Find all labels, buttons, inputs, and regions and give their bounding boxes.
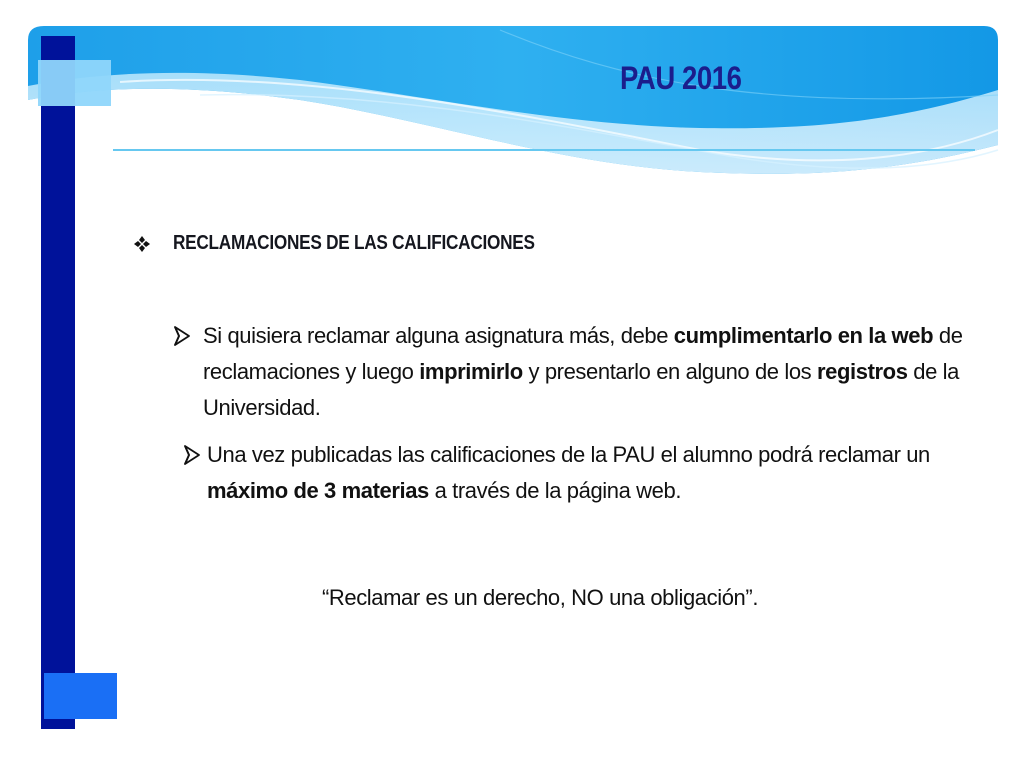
arrow-right-icon: [183, 444, 201, 466]
text-segment: a través de la página web.: [428, 478, 682, 503]
text-segment: de reclamaciones y luego: [203, 323, 963, 384]
section-heading: [133, 232, 594, 255]
header-wave-background: [0, 0, 1024, 200]
bullet-text: [203, 318, 973, 426]
arrow-right-icon: [173, 325, 191, 347]
bold-text-segment: imprimirlo: [419, 359, 523, 384]
section-title: RECLAMACIONES DE LAS CALIFICACIONES: [173, 232, 535, 254]
header-divider: [113, 149, 975, 151]
left-vertical-bar: [41, 36, 75, 729]
text-segment: de la Universidad.: [203, 359, 959, 420]
text-segment: Si quisiera reclamar alguna asignatura más, debe: [203, 323, 674, 348]
slide-title: PAU 2016: [620, 60, 742, 96]
bullet-text: [207, 437, 973, 509]
bold-text-segment: cumplimentarlo en la web: [673, 323, 934, 348]
bold-text-segment: registros: [816, 359, 908, 384]
bold-text-segment: máximo de 3 materias: [207, 478, 429, 503]
bullet-item: [183, 437, 973, 509]
text-segment: Una vez publicadas las calificaciones de la PAU el alumno podrá reclamar un: [207, 442, 930, 467]
decorative-square-bottom: [44, 673, 117, 719]
decorative-square-top: [38, 60, 111, 106]
diamond-dots-icon: [133, 235, 151, 253]
text-segment: y presentarlo en alguno de los: [522, 359, 817, 384]
quote-text: “Reclamar es un derecho, NO una obligación”.: [321, 585, 759, 610]
bullet-item: [173, 318, 973, 426]
